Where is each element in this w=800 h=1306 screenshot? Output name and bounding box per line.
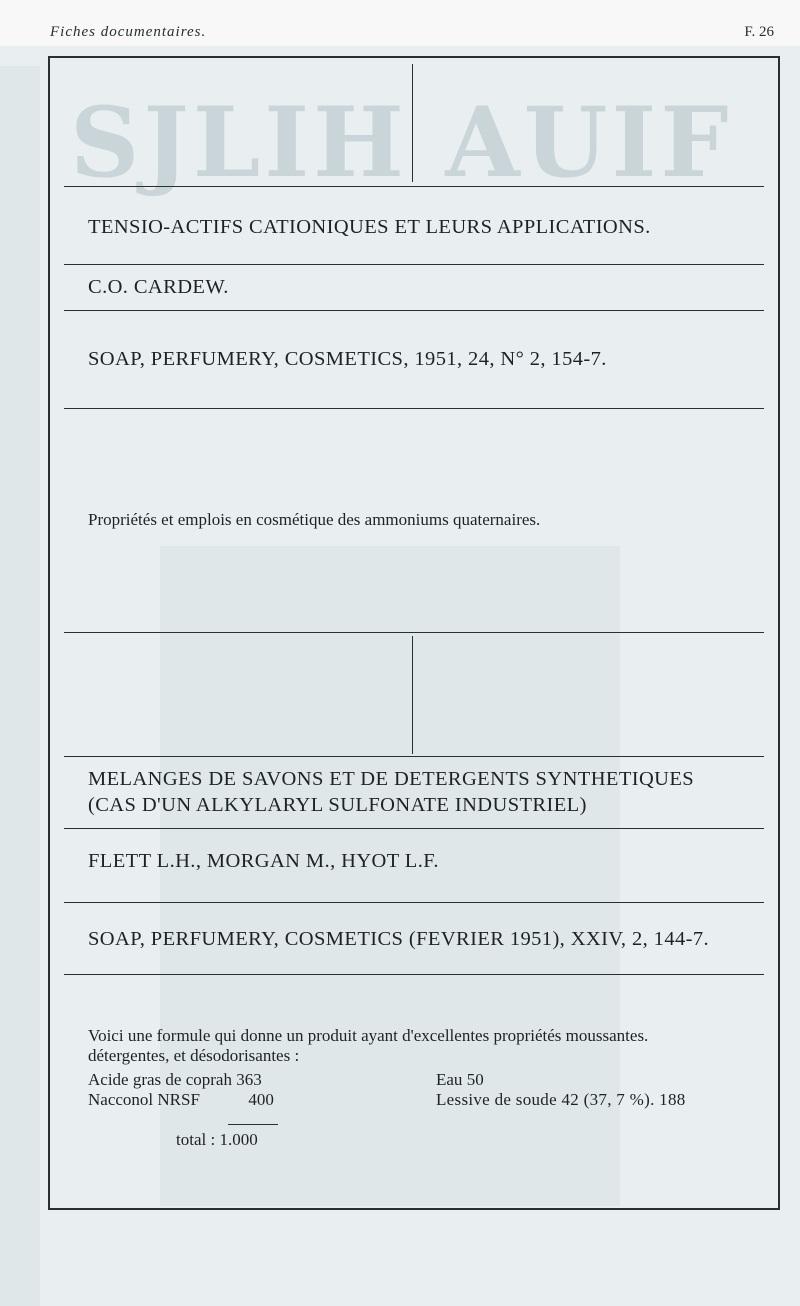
- rule: [64, 974, 764, 975]
- formula-value: 363: [236, 1070, 262, 1089]
- formula-name: Nacconol NRSF: [88, 1090, 200, 1109]
- rule: [64, 310, 764, 311]
- card-source: SOAP, PERFUMERY, COSMETICS, 1951, 24, N° 2, 154-7.: [88, 348, 607, 370]
- rule: [64, 408, 764, 409]
- formula-name: Eau: [436, 1070, 463, 1089]
- formula-value: 50: [466, 1070, 484, 1089]
- formula-value: 400: [248, 1090, 274, 1109]
- sum-rule: [228, 1124, 278, 1125]
- formula-name: Lessive de soude: [436, 1090, 557, 1109]
- total-value: 1.000: [219, 1130, 258, 1149]
- formula-total: [176, 1130, 258, 1150]
- formula-ingredient: [88, 1070, 262, 1090]
- header-title: Fiches documentaires.: [50, 24, 207, 40]
- page-number: F. 26: [744, 24, 774, 40]
- rule: [64, 264, 764, 265]
- rule: [64, 756, 764, 757]
- formula-value: 42 (37, 7 %). 188: [561, 1090, 686, 1109]
- formula-ingredient: [436, 1090, 686, 1110]
- card-title-line-2: (CAS D'UN ALKYLARYL SULFONATE INDUSTRIEL): [88, 794, 587, 816]
- card-divider: [412, 64, 413, 182]
- formula-ingredient: [88, 1090, 274, 1110]
- rule: [64, 632, 764, 633]
- card-divider: [412, 636, 413, 754]
- card-title: TENSIO-ACTIFS CATIONIQUES ET LEURS APPLICATIONS.: [88, 216, 651, 238]
- card-summary: Propriétés et emplois en cosmétique des ammoniums quaternaires.: [88, 510, 541, 529]
- formula-ingredient: [436, 1070, 484, 1090]
- index-card-1: [48, 56, 780, 636]
- card-summary-line-1: Voici une formule qui donne un produit ayant d'excellentes propriétés moussantes.: [88, 1026, 649, 1045]
- total-label: total :: [176, 1130, 216, 1149]
- card-authors: FLETT L.H., MORGAN M., HYOT L.F.: [88, 850, 439, 872]
- index-card-2: [48, 634, 780, 1210]
- card-title-line-1: MELANGES DE SAVONS ET DE DETERGENTS SYNTHETIQUES: [88, 768, 695, 790]
- card-summary-line-2: détergentes, et désodorisantes :: [88, 1046, 300, 1065]
- bleed-left: [0, 66, 40, 1306]
- formula-name: Acide gras de coprah: [88, 1070, 232, 1089]
- rule: [64, 902, 764, 903]
- bleed-lettering: SJLIH AUIF: [70, 86, 733, 199]
- card-source: SOAP, PERFUMERY, COSMETICS (FEVRIER 1951), XXIV, 2, 144-7.: [88, 928, 710, 950]
- card-author: C.O. CARDEW.: [88, 276, 229, 298]
- rule: [64, 828, 764, 829]
- rule: [64, 186, 764, 187]
